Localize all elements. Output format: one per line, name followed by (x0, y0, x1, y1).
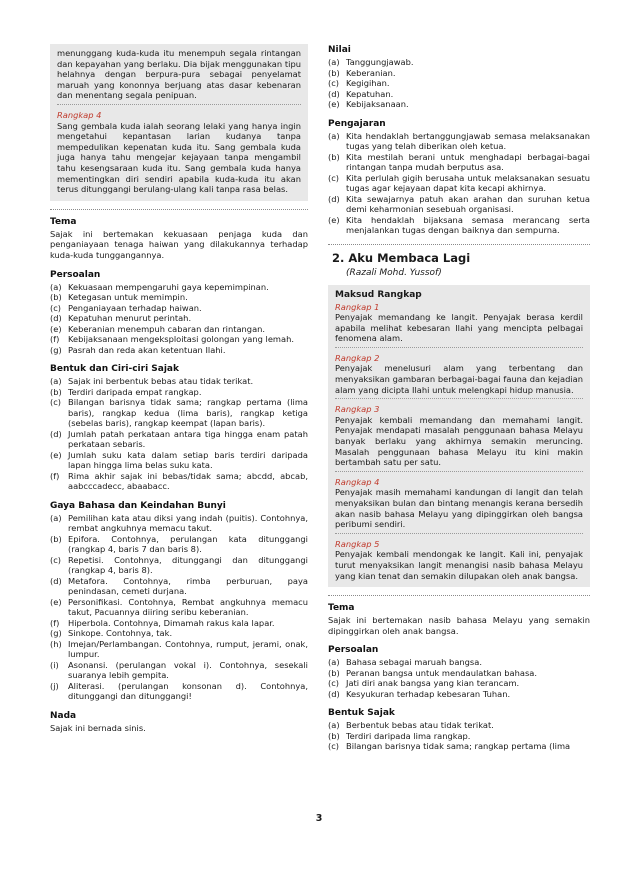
gaya-bahasa-heading: Gaya Bahasa dan Keindahan Bunyi (50, 500, 226, 511)
list-item: (d) Metafora. Contohnya, rimba perburuan, paya penindasan, cemeti durjana. (50, 575, 308, 596)
maksud-rangkap-box-continued (50, 44, 308, 201)
bentuk-sajak-heading: Bentuk Sajak (328, 708, 395, 719)
list-item: (b) Peranan bangsa untuk mendaulatkan bahasa. (328, 667, 538, 678)
pengajaran-list (328, 131, 590, 236)
maksud-rangkap-heading: Maksud Rangkap (335, 289, 422, 300)
list-item: (a) Kekuasaan mempengaruhi gaya kepemimpinan. (50, 281, 269, 292)
nilai-heading: Nilai (328, 45, 351, 55)
list-item: (c) Kegigihan. (328, 78, 390, 88)
rangkap-4-text: Penyajak masih memahami kandungan di langit dan telah menyaksikan bulan dan bintang menangis kerana bersedih akan nasib bahasa Melayu yang dipinggirkan oleh bangsa peribumi sendiri. (335, 487, 583, 530)
list-item: (d) Kita sewajarnya patuh akan arahan dan suruhan ketua demi keharmonian sesebuah organisasi. (328, 193, 590, 214)
list-item: (a) Sajak ini berbentuk bebas atau tidak terikat. (50, 376, 254, 386)
list-item: (a) Berbentuk bebas atau tidak terikat. (328, 720, 494, 731)
rangkap-4-text: Sang gembala kuda ialah seorang lelaki yang hanya ingin mengetahui kepantasan larian kudanya tanpa mempedulikan kepenatan kuda itu. Sang gembala kuda juga hanya tahu mengejar kejayaan tanpa mengambil tahu kesengsaraan kuda itu. Sang gembala kuda hanya mementingkan diri sendiri apabila kuda-kuda itu akan terus ditunggangi berulang-ulang kali tanpa rasa belas. (57, 120, 301, 195)
intro-paragraph: menunggang kuda-kuda itu menempuh segala rintangan dan kepayahan yang berlaku. Dia bijak menggunakan tipu helahnya dengan berpura-pura sebagai penyelamat maruah yang kononnya berjuang atas dasar kebenaran dan menentang segala penipuan. (57, 48, 301, 101)
rangkap-3-text: Penyajak kembali memandang dan memahami langit. Penyajak mendapati masalah penggunaan bahasa Melayu banyak berlaku yang akhirnya semakin meruncing. Masalah penggunaan bahasa Melayu itu kini makin bertambah satu per satu. (335, 414, 583, 468)
list-item: (b) Epifora. Contohnya, perulangan kata ditunggangi (rangkap 4, baris 7 dan baris 8). (50, 533, 308, 554)
list-item: (b) Keberanian. (328, 67, 396, 78)
list-item: (b) Ketegasan untuk memimpin. (50, 292, 188, 302)
list-item: (d) Jumlah patah perkataan antara tiga hingga enam patah perkataan sebaris. (50, 428, 308, 449)
list-item: (g) Pasrah dan reda akan ketentuan Ilahi. (50, 344, 226, 355)
maksud-rangkap-box (328, 285, 590, 588)
list-item: (j) Aliterasi. (perulangan konsonan d). Contohnya, ditunggangi dan ditunggangi! (50, 680, 308, 701)
list-item: (c) Penganiayaan terhadap haiwan. (50, 302, 202, 313)
page-number: 3 (315, 813, 323, 824)
list-item: (f) Rima akhir sajak ini bebas/tidak sama; abcdd, abcab, aabcccadecc, abaabacc. (50, 470, 308, 491)
list-item: (a) Pemilihan kata atau diksi yang indah (puitis). Contohnya, rembat angkuhnya memacu takut. (50, 512, 308, 533)
left-column (50, 44, 308, 733)
list-item: (f) Hiperbola. Contohnya, Dimamah rakus kala lapar. (50, 617, 275, 628)
rangkap-4-title: Rangkap 4 (335, 476, 380, 487)
list-item: (e) Kita hendaklah bijaksana semasa merancang serta menjalankan tugas dengan baiknya dan sempurna. (328, 214, 590, 235)
divider (335, 471, 583, 472)
section-divider (50, 209, 308, 210)
list-item: (c) Jati diri anak bangsa yang kian terancam. (328, 678, 520, 689)
list-item: (a) Bahasa sebagai maruah bangsa. (328, 657, 482, 668)
tema-heading: Tema (50, 216, 77, 227)
bentuk-sajak-list (328, 720, 590, 752)
list-item: (e) Keberanian menempuh cabaran dan rintangan. (50, 323, 266, 334)
list-item: (e) Personifikasi. Contohnya, Rembat angkuhnya memacu takut, Pacuannya diiring seribu keberanian. (50, 596, 308, 617)
section-divider (328, 244, 590, 245)
list-item: (c) Bilangan barisnya tidak sama; rangkap pertama (lima (328, 741, 571, 752)
list-item: (b) Terdiri daripada empat rangkap. (50, 386, 202, 397)
divider (335, 347, 583, 348)
rangkap-5-text: Penyajak kembali mendongak ke langit. Kali ini, penyajak turut menyaksikan langit menangisi nasib bahasa Melayu yang kian tenat dan semakin dilupakan oleh anak bangsa. (335, 549, 583, 581)
list-item: (d) Kesyukuran terhadap kebesaran Tuhan. (328, 688, 511, 699)
rangkap-5-title: Rangkap 5 (335, 538, 380, 549)
rangkap-4-title: Rangkap 4 (57, 109, 102, 120)
bentuk-list (50, 376, 308, 492)
nilai-list (328, 57, 590, 110)
persoalan-list (328, 657, 590, 699)
list-item: (f) Kebijaksanaan mengeksploitasi golongan yang lemah. (50, 334, 294, 344)
list-item: (a) Tanggungjawab. (328, 57, 414, 67)
list-item: (d) Kepatuhan menurut perintah. (50, 313, 192, 323)
list-item: (b) Terdiri daripada lima rangkap. (328, 730, 471, 741)
right-column (328, 44, 590, 752)
list-item: (d) Kepatuhan. (328, 88, 394, 99)
list-item: (i) Asonansi. (perulangan vokal i). Contohnya, sesekali suaranya lebih gempita. (50, 659, 308, 680)
pengajaran-heading: Pengajaran (328, 118, 386, 129)
list-item: (c) Bilangan barisnya tidak sama; rangkap pertama (lima baris), rangkap kedua (lima baris), rangkap ketiga (sebelas baris), rangkap keempat (lapan baris). (50, 397, 308, 428)
list-item: (a) Kita hendaklah bertanggungjawab semasa melaksanakan tugas yang telah diberikan oleh ketua. (328, 130, 590, 151)
rangkap-2-title: Rangkap 2 (335, 352, 380, 363)
tema-heading: Tema (328, 603, 355, 614)
rangkap-1-title: Rangkap 1 (335, 301, 380, 312)
persoalan-list (50, 282, 308, 356)
persoalan-heading: Persoalan (328, 645, 379, 656)
persoalan-heading: Persoalan (50, 269, 101, 280)
divider (335, 533, 583, 534)
list-item: (g) Sinkope. Contohnya, tak. (50, 628, 173, 638)
tema-text: Sajak ini bertemakan nasib bahasa Melayu yang semakin dipinggirkan oleh anak bangsa. (328, 615, 590, 636)
list-item: (e) Jumlah suku kata dalam setiap baris terdiri daripada lapan hingga lima belas suku kata. (50, 449, 308, 470)
nada-heading: Nada (50, 710, 77, 721)
rangkap-2-text: Penyajak menelusuri alam yang terbentang dan menyaksikan gambaran berbagai-bagai fauna dan kejadian alam yang dicipta Ilahi untuk melengkapi hidup manusia. (335, 363, 583, 395)
gaya-bahasa-list (50, 513, 308, 702)
chapter-title: 2. Aku Membaca Lagi (332, 250, 471, 265)
section-divider (328, 595, 590, 596)
rangkap-3-title: Rangkap 3 (335, 404, 380, 415)
divider (57, 104, 301, 105)
list-item: (c) Repetisi. Contohnya, ditunggangi dan ditunggangi (rangkap 4, baris 8). (50, 554, 308, 575)
divider (335, 398, 583, 399)
tema-text: Sajak ini bertemakan kekuasaan penjaga kuda dan penganiayaan tenaga haiwan yang dilakukannya terhadap kuda-kuda tunggangannya. (50, 228, 308, 260)
list-item: (c) Kita perlulah gigih berusaha untuk melaksanakan sesuatu tugas agar kejayaan dapat kita kecapi akhirnya. (328, 172, 590, 193)
list-item: (b) Kita mestilah berani untuk menghadapi berbagai-bagai rintangan tanpa mudah berputus asa. (328, 151, 590, 172)
list-item: (e) Kebijaksanaan. (328, 99, 409, 109)
list-item: (h) Imejan/Perlambangan. Contohnya, rumput, jerami, onak, lumpur. (50, 638, 308, 659)
chapter-author: (Razali Mohd. Yussof) (346, 267, 442, 278)
nada-text: Sajak ini bernada sinis. (50, 722, 146, 733)
rangkap-1-text: Penyajak memandang ke langit. Penyajak berasa kerdil apabila melihat kebesaran Ilahi yang mencipta pelbagai fenomena alam. (335, 312, 583, 344)
bentuk-heading: Bentuk dan Ciri-ciri Sajak (50, 364, 179, 374)
